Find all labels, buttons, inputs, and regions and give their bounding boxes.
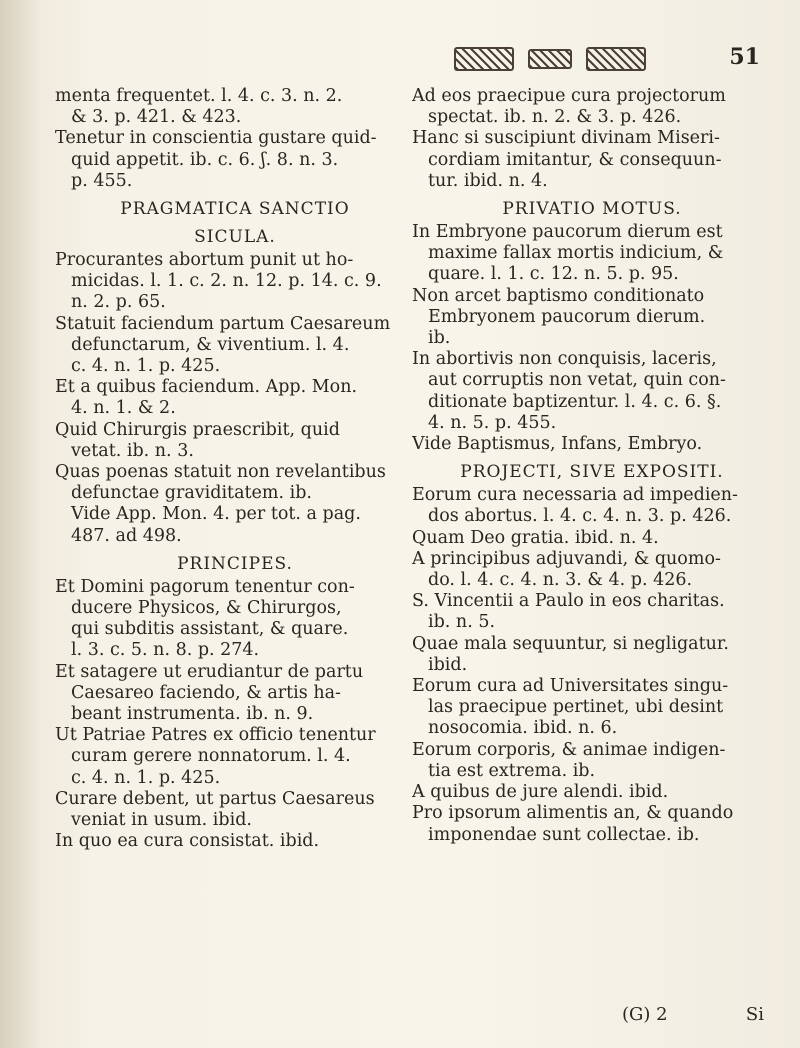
index-entry <box>55 725 415 789</box>
index-entry <box>55 831 415 852</box>
section-heading <box>55 553 415 575</box>
index-entry <box>412 740 772 782</box>
signature-mark: (G) 2 <box>622 1004 668 1025</box>
entry-line: Eorum cura necessaria ad impedien- <box>412 485 738 506</box>
index-entry <box>55 789 415 831</box>
entry-line: Et satagere ut erudiantur de partu <box>55 661 364 682</box>
entry-line: quare. l. 1. c. 12. n. 5. p. 95. <box>428 264 679 285</box>
entry-line: Hanc si suscipiunt divinam Miseri- <box>412 128 720 149</box>
index-entry <box>412 128 772 192</box>
header-ornament <box>440 40 660 78</box>
entry-line: 4. n. 1. & 2. <box>71 398 176 419</box>
entry-line: Quam Deo gratia. ibid. n. 4. <box>412 527 659 548</box>
index-entry <box>412 485 772 527</box>
index-entry <box>412 434 772 455</box>
entry-line: maxime fallax mortis indicium, & <box>428 243 724 264</box>
index-entry <box>412 86 772 128</box>
heading-line: PROJECTI, SIVE EXPOSITI. <box>460 462 724 483</box>
entry-line: l. 3. c. 5. n. 8. p. 274. <box>71 640 260 661</box>
entry-line: micidas. l. 1. c. 2. n. 12. p. 14. c. 9. <box>71 271 382 292</box>
entry-line: A quibus de jure alendi. ibid. <box>412 782 669 803</box>
entry-line: Eorum cura ad Universitates singu- <box>412 676 729 697</box>
ornament-middle <box>528 49 572 69</box>
entry-line: Caesareo faciendo, & artis ha- <box>71 682 341 703</box>
entry-line: quid appetit. ib. c. 6. ʃ. 8. n. 3. <box>71 149 339 170</box>
index-entry <box>55 377 415 419</box>
entry-line: qui subditis assistant, & quare. <box>71 619 349 640</box>
entry-line: menta frequentet. l. 4. c. 3. n. 2. <box>55 86 343 106</box>
entry-line: imponendae sunt collectae. ib. <box>428 824 700 845</box>
entry-line: Quae mala sequuntur, si negligatur. <box>412 633 729 654</box>
entry-line: Non arcet baptismo conditionato <box>412 285 705 306</box>
entry-line: 4. n. 5. p. 455. <box>428 412 557 433</box>
entry-line: defunctae graviditatem. ib. <box>71 483 312 504</box>
heading-line: PRIVATIO MOTUS. <box>502 199 682 220</box>
entry-line: Vide Baptismus, Infans, Embryo. <box>412 434 703 455</box>
page-header <box>380 40 770 84</box>
entry-line: Et Domini pagorum tenentur con- <box>55 576 355 597</box>
entry-line: Vide App. Mon. 4. per tot. a pag. <box>71 504 361 525</box>
entry-line: c. 4. n. 1. p. 425. <box>71 356 221 377</box>
page-footer <box>412 1004 772 1028</box>
entry-line: ducere Physicos, & Chirurgos, <box>71 598 342 619</box>
entry-line: curam gerere nonnatorum. l. 4. <box>71 746 351 767</box>
index-entry <box>412 286 772 350</box>
entry-line: ibid. <box>428 654 468 675</box>
index-entry <box>55 86 415 128</box>
right-column <box>412 86 772 846</box>
index-entry <box>55 420 415 462</box>
entry-line: In abortivis non conquisis, laceris, <box>412 349 717 370</box>
entry-line: Embryonem paucorum dierum. <box>428 306 706 327</box>
index-entry <box>412 549 772 591</box>
index-entry <box>412 676 772 740</box>
index-entry <box>55 462 415 547</box>
entry-line: Pro ipsorum alimentis an, & quando <box>412 803 734 824</box>
entry-line: las praecipue pertinet, ubi desint <box>428 697 724 718</box>
index-entry <box>412 349 772 434</box>
entry-line: n. 2. p. 65. <box>71 292 166 313</box>
entry-line: 487. ad 498. <box>71 525 182 546</box>
entry-line: beant instrumenta. ib. n. 9. <box>71 704 314 725</box>
entry-line: p. 455. <box>71 170 133 191</box>
entry-line: In quo ea cura consistat. ibid. <box>55 831 320 852</box>
entry-line: Tenetur in conscientia gustare quid- <box>55 128 377 149</box>
entry-line: veniat in usum. ibid. <box>71 810 252 831</box>
entry-line: ditionate baptizentur. l. 4. c. 6. §. <box>428 391 722 412</box>
entry-line: In Embryone paucorum dierum est <box>412 222 723 243</box>
entry-line: & 3. p. 421. & 423. <box>71 107 242 128</box>
entry-line: defunctarum, & viventium. l. 4. <box>71 334 350 355</box>
heading-line: PRAGMATICA SANCTIO <box>120 199 350 220</box>
left-column <box>55 86 415 853</box>
entry-line: spectat. ib. n. 2. & 3. p. 426. <box>428 107 682 128</box>
index-entry <box>55 128 415 192</box>
index-entry <box>55 662 415 726</box>
index-entry <box>55 250 415 314</box>
heading-line: SICULA. <box>194 227 276 248</box>
index-entry <box>412 528 772 549</box>
entry-line: vetat. ib. n. 3. <box>71 440 194 461</box>
entry-line: Statuit faciendum partum Caesareum <box>55 313 391 334</box>
index-entry <box>412 782 772 803</box>
section-heading <box>412 461 772 483</box>
entry-line: cordiam imitantur, & consequun- <box>428 149 722 170</box>
entry-line: Procurantes abortum punit ut ho- <box>55 250 354 271</box>
entry-line: do. l. 4. c. 4. n. 3. & 4. p. 426. <box>428 570 693 591</box>
entry-line: dos abortus. l. 4. c. 4. n. 3. p. 426. <box>428 506 732 527</box>
entry-line: Quid Chirurgis praescribit, quid <box>55 419 340 440</box>
heading-line: PRINCIPES. <box>177 553 293 574</box>
entry-line: S. Vincentii a Paulo in eos charitas. <box>412 591 725 612</box>
entry-line: c. 4. n. 1. p. 425. <box>71 767 221 788</box>
index-entry <box>412 222 772 286</box>
index-entry <box>412 591 772 633</box>
ornament-left <box>454 47 514 71</box>
section-heading <box>55 198 415 248</box>
entry-line: Ut Patriae Patres ex officio tenentur <box>55 725 376 746</box>
entry-line: ib. n. 5. <box>428 612 496 633</box>
entry-line: Quas poenas statuit non revelantibus <box>55 462 386 483</box>
entry-line: tia est extrema. ib. <box>428 760 596 781</box>
entry-line: Ad eos praecipue cura projectorum <box>412 86 726 106</box>
entry-line: Curare debent, ut partus Caesareus <box>55 788 375 809</box>
ornament-right <box>586 47 646 71</box>
entry-line: Et a quibus faciendum. App. Mon. <box>55 377 358 398</box>
index-entry <box>55 577 415 662</box>
catchword: Si <box>745 1004 764 1025</box>
index-entry <box>412 803 772 845</box>
entry-line: aut corruptis non vetat, quin con- <box>428 370 726 391</box>
entry-line: Eorum corporis, & animae indigen- <box>412 739 726 760</box>
entry-line: tur. ibid. n. 4. <box>428 170 548 191</box>
entry-line: ib. <box>428 328 451 349</box>
entry-line: A principibus adjuvandi, & quomo- <box>412 548 721 569</box>
page-number: 51 <box>729 44 760 70</box>
gutter-shadow <box>0 0 40 1048</box>
index-entry <box>412 634 772 676</box>
entry-line: nosocomia. ibid. n. 6. <box>428 718 618 739</box>
section-heading <box>412 198 772 220</box>
index-entry <box>55 314 415 378</box>
